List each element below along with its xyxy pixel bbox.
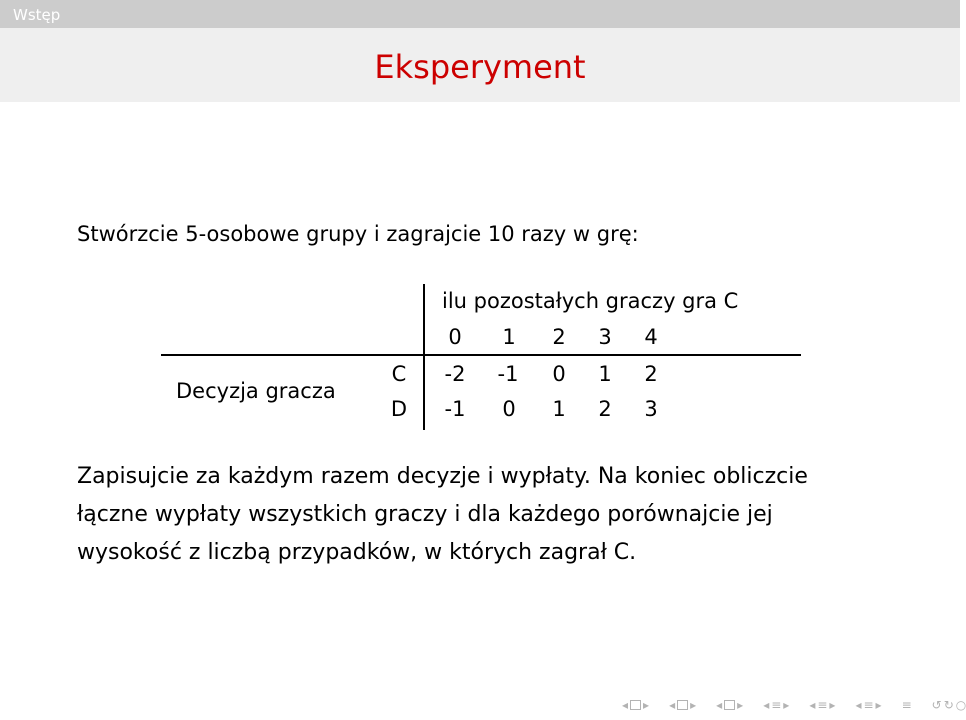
- row-header: Decyzja gracza: [176, 379, 336, 403]
- headline-bar: [0, 0, 960, 28]
- align-icon[interactable]: ≡: [901, 698, 912, 712]
- next-section-icon[interactable]: ◂ ≡ ▸: [809, 698, 836, 712]
- beamer-navigation: [622, 697, 966, 713]
- row-label: D: [390, 397, 408, 421]
- paragraph-line: łączne wypłaty wszystkich graczy i dla każdego porównajcie jej: [77, 502, 773, 527]
- column-label: 1: [502, 325, 516, 349]
- payoff-cell: -2: [444, 362, 466, 386]
- table-vertical-rule: [423, 284, 425, 430]
- column-label: 4: [644, 325, 658, 349]
- payoff-cell: 3: [644, 397, 658, 421]
- prev-section-icon[interactable]: ◂ ≡ ▸: [763, 698, 790, 712]
- instructions-paragraph: [77, 458, 897, 572]
- column-label: 3: [598, 325, 612, 349]
- column-label: 2: [552, 325, 566, 349]
- table-horizontal-rule: [161, 354, 801, 356]
- next-frame-icon[interactable]: ◂ ▸: [716, 698, 744, 712]
- payoff-cell: -1: [497, 362, 519, 386]
- payoff-cell: 1: [598, 362, 612, 386]
- row-label: C: [391, 362, 407, 386]
- next-subsection-icon[interactable]: ◂ ≡ ▸: [855, 698, 882, 712]
- payoff-cell: 2: [644, 362, 658, 386]
- payoff-cell: 0: [502, 397, 516, 421]
- paragraph-line: Zapisujcie za każdym razem decyzje i wypłaty. Na koniec obliczcie: [77, 464, 808, 489]
- payoff-cell: 0: [552, 362, 566, 386]
- payoff-cell: -1: [444, 397, 466, 421]
- payoff-table: [161, 284, 801, 430]
- column-label: 0: [448, 325, 462, 349]
- first-icon[interactable]: ◂ ▸: [622, 698, 650, 712]
- paragraph-line: wysokość z liczbą przypadków, w których zagrał C.: [77, 540, 637, 565]
- intro-text: Stwórzcie 5-osobowe grupy i zagrajcie 10 razy w grę:: [77, 222, 639, 246]
- section-name[interactable]: Wstęp: [13, 6, 61, 24]
- column-header: ilu pozostałych graczy gra C: [442, 289, 739, 313]
- payoff-cell: 2: [598, 397, 612, 421]
- prev-frame-icon[interactable]: ◂ ▸: [669, 698, 697, 712]
- frame-title: Eksperyment: [374, 48, 586, 86]
- payoff-cell: 1: [552, 397, 566, 421]
- search-icon[interactable]: ↺ ↻ ○: [931, 698, 966, 712]
